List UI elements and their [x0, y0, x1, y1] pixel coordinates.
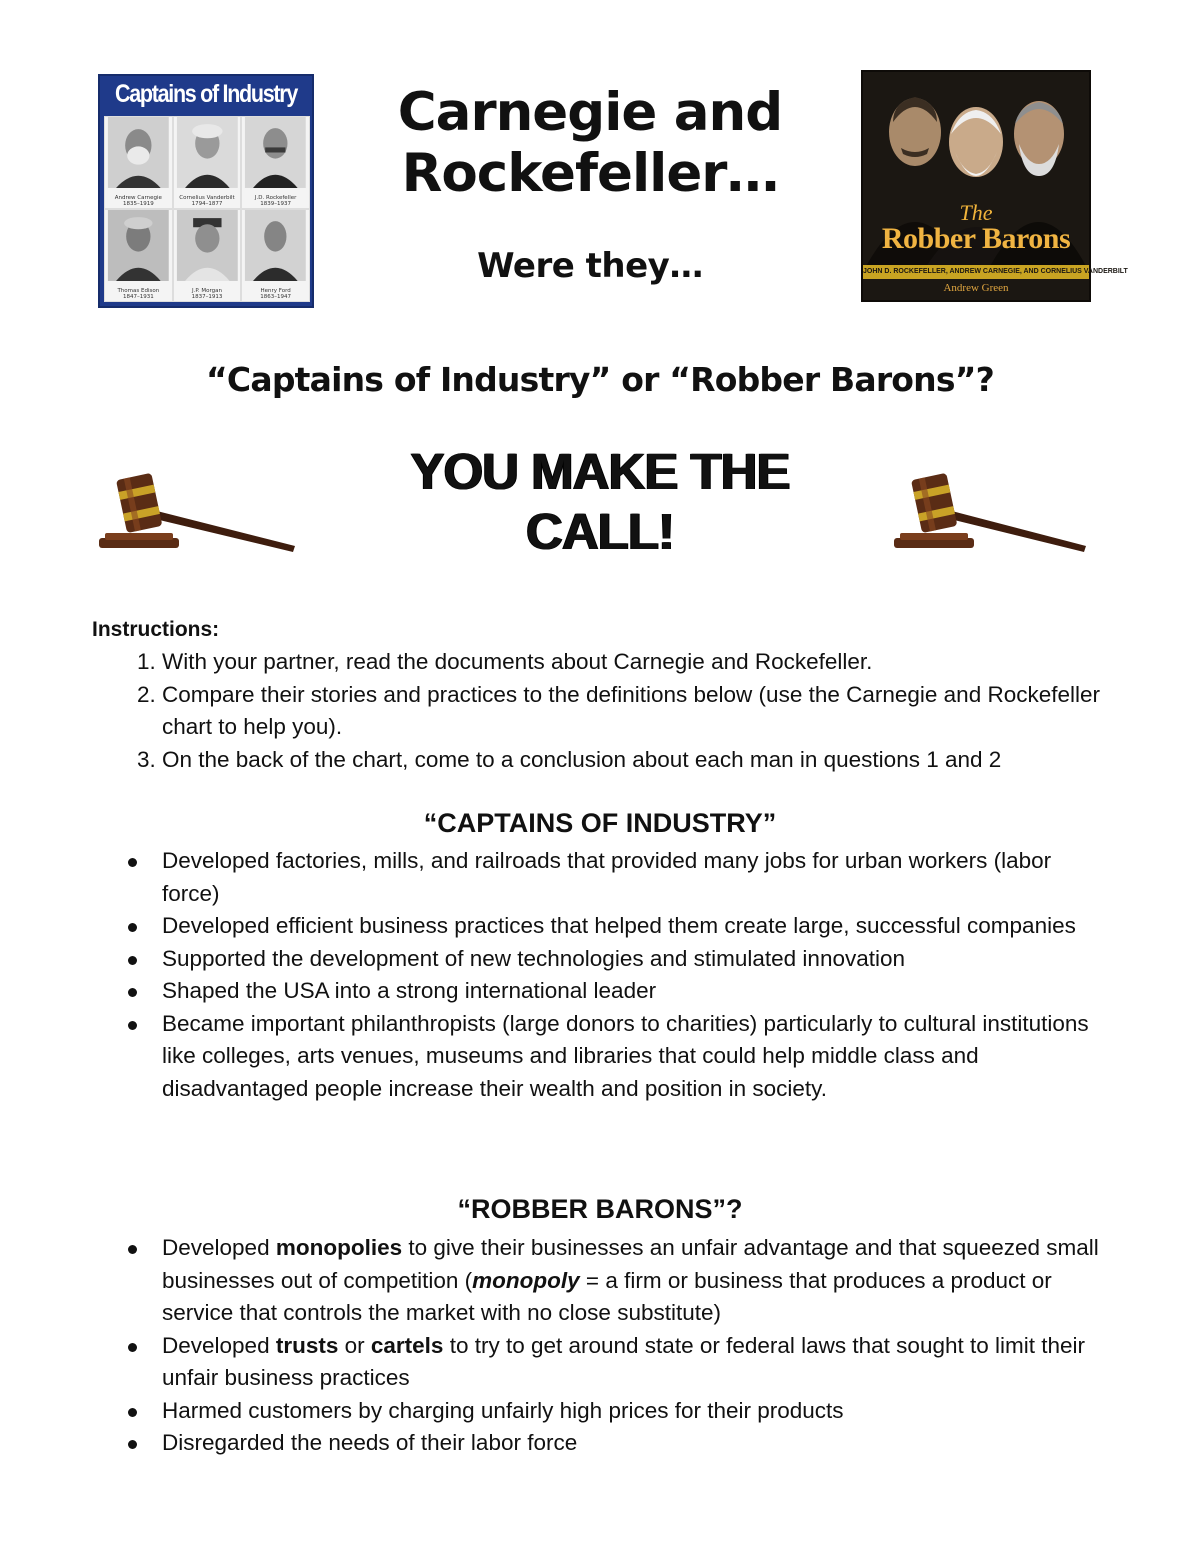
instruction-item: 1. With your partner, read the documents about Carnegie and Rockefeller. [162, 646, 1112, 679]
keyword-cartels: cartels [370, 1332, 444, 1358]
list-item: Developed efficient business practices that helped them create large, successful companies [162, 910, 1112, 943]
cover-author: Andrew Green [943, 282, 1009, 294]
text-run: or [338, 1332, 371, 1358]
person-name: Cornelius Vanderbilt [179, 195, 235, 201]
title-line-2: Rockefeller… [401, 143, 779, 204]
person-years: 1863–1947 [260, 294, 292, 300]
text-run: to give their businesses an unfair advantage and that squeezed small businesses out of competition ( [162, 1235, 1099, 1293]
instructions-label: Instructions: [92, 618, 220, 641]
person-name: J.D. Rockefeller [254, 195, 297, 201]
gavel-icon [890, 470, 1090, 560]
portrait-image [174, 117, 241, 188]
portrait-carnegie [104, 116, 173, 209]
portrait-image [174, 210, 241, 281]
person-name: Thomas Edison [117, 288, 160, 294]
text-run: to try to get around state or federal laws that sought to limit their unfair business practices [162, 1332, 1086, 1390]
list-item: Harmed customers by charging unfairly high prices for their products [162, 1395, 1112, 1428]
list-item: Became important philanthropists (large donors to charities) particularly to cultural institutions like colleges, arts venues, museums and libraries that could help middle class and disadvantaged people increase their wealth and position in society. [162, 1008, 1112, 1106]
list-item: Supported the development of new technologies and stimulated innovation [162, 943, 1112, 976]
list-item [162, 1232, 1112, 1330]
list-item: Disregarded the needs of their labor force [162, 1427, 1112, 1460]
portrait-morgan [173, 209, 242, 302]
poster-title: Captains of Industry [114, 80, 298, 108]
cover-subtitle-band: JOHN D. ROCKEFELLER, ANDREW CARNEGIE, AND CORNELIUS VANDERBILT [863, 265, 1089, 279]
list-item: Shaped the USA into a strong international leader [162, 975, 1112, 1008]
portrait-image [242, 210, 309, 281]
portrait-image [105, 210, 172, 281]
cover-the: The [959, 200, 993, 225]
main-question: “Captains of Industry” or “Robber Barons”? [206, 360, 994, 399]
call-to-action [320, 442, 880, 562]
cover-title: Robber Barons [881, 222, 1071, 255]
title-line-1: Carnegie and [397, 82, 783, 143]
robber-barons-list [92, 1232, 1112, 1460]
keyword-monopolies: monopolies [275, 1235, 403, 1260]
portrait-image [105, 117, 172, 188]
person-years: 1847–1931 [122, 294, 154, 300]
portrait-grid [104, 116, 310, 302]
person-name: Andrew Carnegie [114, 195, 162, 201]
instruction-item: 3. On the back of the chart, come to a conclusion about each man in questions 1 and 2 [162, 744, 1112, 777]
person-years: 1839–1937 [260, 201, 292, 207]
robber-barons-book-cover [861, 70, 1128, 302]
captains-heading: “CAPTAINS OF INDUSTRY” [423, 808, 777, 838]
list-item: Developed factories, mills, and railroads that provided many jobs for urban workers (labor force) [162, 845, 1112, 910]
captains-list [92, 845, 1112, 1105]
call-line-1: YOU MAKE THE [410, 443, 790, 500]
portrait-edison [104, 209, 173, 302]
text-run: = a firm or business that produces a product or service that controls the market with no close substitute) [162, 1267, 1052, 1325]
instructions-list [92, 646, 1112, 776]
person-years: 1794–1877 [191, 201, 223, 207]
robber-barons-heading: “ROBBER BARONS”? [457, 1194, 743, 1224]
person-years: 1837–1913 [191, 294, 223, 300]
keyword-monopoly: monopoly [472, 1267, 580, 1293]
keyword-trusts: trusts [275, 1332, 339, 1358]
portrait-rockefeller [241, 116, 310, 209]
portrait-ford [241, 209, 310, 302]
person-name: J.P. Morgan [192, 288, 222, 294]
text-run: Developed [162, 1332, 276, 1358]
call-line-2: CALL! [526, 503, 674, 560]
portrait-vanderbilt [173, 116, 242, 209]
list-item [162, 1330, 1112, 1395]
gavel-icon [95, 470, 300, 560]
text-run: Developed [162, 1235, 276, 1260]
captains-of-industry-poster [98, 74, 314, 308]
person-years: 1835–1919 [122, 201, 154, 207]
page-subtitle: Were they… [477, 246, 703, 286]
instruction-item: 2. Compare their stories and practices to the definitions below (use the Carnegie and Rockefeller chart to help you). [162, 679, 1112, 744]
page-title [330, 82, 850, 204]
portrait-image [242, 117, 309, 188]
person-name: Henry Ford [260, 288, 291, 294]
